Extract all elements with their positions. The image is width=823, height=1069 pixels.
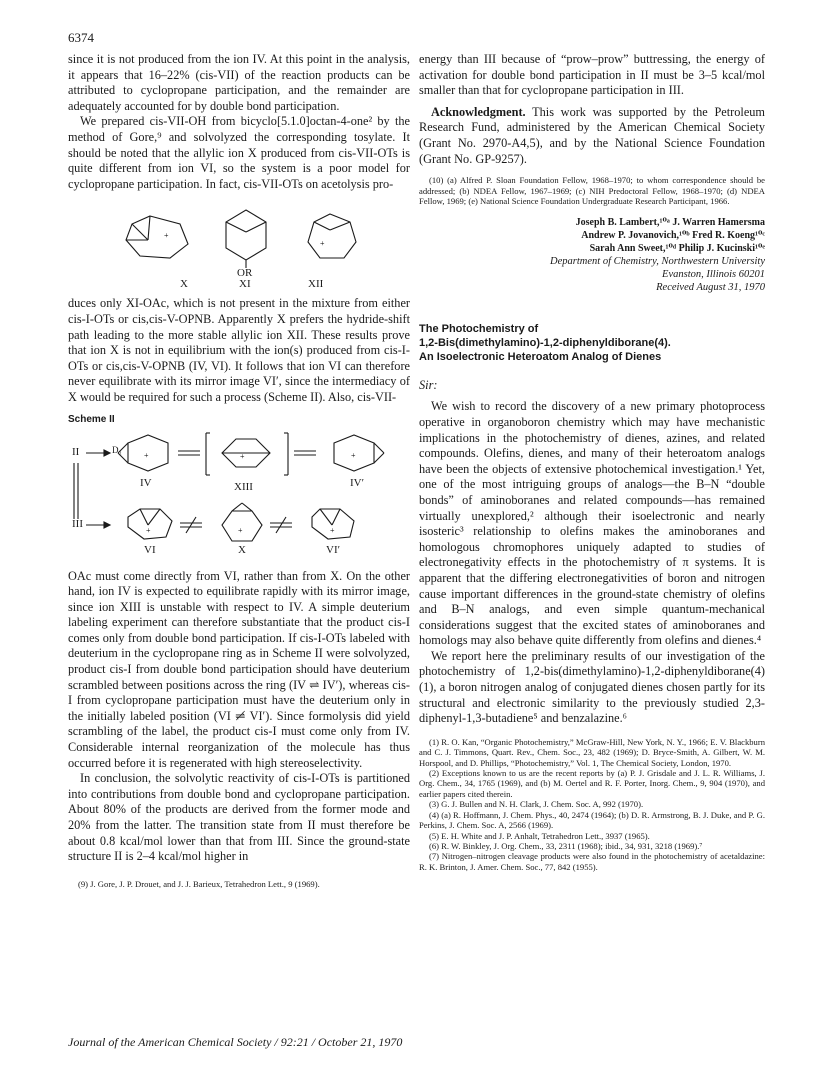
footnote: (4) (a) R. Hoffmann, J. Chem. Phys., 40, 2474 (1964); (b) D. R. Armstrong, B. J. Duke, and P. G. Perkins, J. Chem. Soc. A, 2566 (1969). [419, 809, 765, 831]
scheme-ii-figure [68, 429, 410, 559]
journal-footer: Journal of the American Chemical Society / 92:21 / October 21, 1970 [68, 1035, 403, 1049]
svg-text:+: + [351, 450, 356, 460]
affiliation [419, 255, 765, 294]
acknowledgment-body: This work was supported by the Petroleum Research Fund, administered by the American Chemical Society (Grant No. 2970-A4,5), and by the National Science Foundation (Grant No. GP-9257). [419, 104, 765, 166]
scheme-title: Scheme II [68, 413, 115, 425]
structure-xii [308, 214, 356, 258]
title-line: An Isoelectronic Heteroatom Analog of Dienes [419, 351, 662, 364]
scheme-label-x: X [238, 543, 246, 556]
label-xii: XII [308, 278, 324, 291]
structure-x [126, 216, 188, 258]
svg-text:+: + [240, 451, 245, 461]
authors-line: Andrew P. Jovanovich,¹⁰ᵇ Fred R. Koeng¹⁰ᶜ [581, 230, 765, 242]
acknowledgment [419, 105, 765, 167]
svg-text:+: + [320, 239, 325, 249]
footnote: (9) J. Gore, J. P. Drouet, and J. J. Barieux, Tetrahedron Lett., 9 (1969). [78, 878, 320, 889]
footnote: (7) Nitrogen–nitrogen cleavage products were also found in the photochemistry of acetaldazine: R. K. Brinton, J. Amer. Chem. Soc., 77, 842 (1955). [419, 851, 765, 872]
footnote: (2) Exceptions known to us are the recent reports by (a) P. J. Grisdale and J. L. R. Williams, J. Org. Chem., 34, 1765 (1969), and (b) M. Oertel and R. F. Porter, Inorg. Chem., 9, 904 (1970), and earlier papers cited therein. [419, 768, 765, 799]
scheme-label-vi: VI [144, 543, 156, 556]
article-title [419, 322, 765, 364]
left-column [68, 52, 410, 889]
authors-line: Sarah Ann Sweet,¹⁰ᵈ Philip J. Kucinski¹⁰ᵉ [589, 243, 765, 255]
received-date: Received August 31, 1970 [656, 282, 765, 294]
paragraph: OAc must come directly from VI, rather than from X. On the other hand, ion IV is expected to equilibrate rapidly with its mirror image, since ion XIII is unstable with respect to IV. A simple deuterium labeling experiment can therefore substantiate that the product cis-I comes only from double bond participation. If cis-I-OTs labeled with deuterium in the cyclopropane ring as in Scheme II were solvolyzed, product cis-I from double bond participation should have deuterium scrambled between positions across the ring (IV ⇌ IV′), whereas cis-I from cyclopropane participation must have the deuterium only in the initially labeled position (VI ⇌̸ VI′). Since formolysis did yield scrambling of the label, the product cis-I must come only from IV. Considerable internal reorganization of the molecule has thus occurred before it is regenerated with high stereoselectivity. [68, 568, 410, 770]
affiliation-line: Department of Chemistry, Northwestern University [550, 256, 765, 268]
svg-text:+: + [238, 525, 243, 535]
paragraph: In conclusion, the solvolytic reactivity of cis-I-OTs is partitioned into contributions from double bond and cyclopropane participation. About 80% of the products are derived from the former mode and 20% from the latter. The transition state from II must therefore be about 0.8 kcal/mol lower than that from III. Since the ground-state structure II is 2–4 kcal/mol higher in [68, 771, 410, 864]
paragraph: energy than III because of “prow–prow” buttressing, the energy of activation for double bond participation in II must be 3–5 kcal/mol smaller than that for cyclopropane participation in III. [419, 52, 765, 98]
label-or: OR [237, 267, 253, 280]
footnote: (6) R. W. Binkley, J. Org. Chem., 33, 2311 (1968); ibid., 34, 931, 3218 (1969).⁷ [429, 840, 703, 851]
title-line: 1,2-Bis(dimethylamino)-1,2-diphenyldiborane(4). [419, 337, 671, 350]
scheme-label-iv: IV [140, 476, 152, 489]
title-line: The Photochemistry of [419, 323, 539, 336]
page-number: 6374 [68, 30, 94, 45]
salutation: Sir: [419, 378, 438, 393]
svg-text:+: + [144, 450, 149, 460]
svg-text:+: + [146, 525, 151, 535]
paragraph: We wish to record the discovery of a new primary photoprocess operative in organoboron chemistry which may have mechanistic implications in the photochemistry of dienes, azines, and related compounds. Olefins, dienes, and many of their heteroatom analogs have been the objects of extensive photochemical investigation.¹ Yet, one of the most intriguing groups of analogs—the B–N “double bonds” of aminoboranes and related compounds—has remained virtually unexplored,² although their isoelectronic and nearly isosteric³ relationship to olefins makes the aminoboranes and homologous chromophores uniquely adapted to studies of electronegativity effects in the photochemistry of π systems. It is apparent that the differing electronegativities of boron and nitrogen cause important differences in the ground-state chemistry of olefins and B–N analogs, and even simple quantum-mechanical considerations suggest that the excited states of aminoboranes and homologs may also behave quite differently from olefins and dienes.⁴ [419, 399, 765, 648]
structures-figure [68, 206, 410, 290]
footnote: (10) (a) Alfred P. Sloan Foundation Fellow, 1968–1970; to whom correspondence should be addressed; (b) NDEA Fellow, 1967–1969; (c) NIH Predoctoral Fellow, 1968–1970; (d) NDEA Fellow, 1969; (e) National Science Foundation Undergraduate Research Participant, 1966. [419, 175, 765, 206]
scheme-label-vi-prime: VI′ [326, 543, 341, 556]
footnote: (1) R. O. Kan, “Organic Photochemistry,” McGraw-Hill, New York, N. Y., 1966; E. V. Blackburn and C. J. Timmons, Quart. Rev., Chem. Soc., 23, 482 (1969); D. Bryce-Smith, A. Gilbert, W. M. Horspool, and D. Phillips, “Photochemistry,” Vol. 1, The Chemical Society, London, 1970. [419, 736, 765, 768]
acknowledgment-heading: Acknowledgment. [431, 104, 526, 119]
svg-text:+: + [330, 525, 335, 535]
paragraph: since it is not produced from the ion IV. At this point in the analysis, it appears that 16–22% (cis-VII) of the reaction products can be attributed to cyclopropane participation, and the remainder are adequately accounted for by double bond participation. [68, 52, 410, 113]
footnotes [419, 737, 765, 872]
author-block [419, 216, 765, 255]
scheme-label-iii: III [72, 517, 83, 530]
affiliation-line: Evanston, Illinois 60201 [662, 269, 765, 281]
label-xi: XI [239, 278, 251, 291]
footnote: (3) G. J. Bullen and N. H. Clark, J. Chem. Soc. A, 992 (1970). [429, 799, 644, 810]
right-column [419, 52, 765, 872]
scheme-label-d2: D₂ [112, 444, 122, 455]
svg-text:+: + [164, 231, 169, 241]
scheme-label-iv-prime: IV′ [350, 476, 365, 489]
paragraph: We prepared cis-VII-OH from bicyclo[5.1.0]octan-4-one² by the method of Gore,⁹ and solvolyzed the corresponding tosylate. It should be noted that the allylic ion X produced from cis-VII-OTs is quite different from ion VI, so the system is a poor model for cyclopropane participation. In fact, cis-VII-OTs on acetolysis pro- [68, 114, 410, 191]
label-x: X [180, 278, 188, 291]
authors-line: Joseph B. Lambert,¹⁰ᵃ J. Warren Hamersma [575, 217, 765, 229]
paragraph: We report here the preliminary results of our investigation of the photochemistry of 1,2-bis(dimethylamino)-1,2-diphenyldiborane(4) (1), a boron nitrogen analog of conjugated dienes chosen partly for its structural and electronic similarity to the previously studied 2,3-diphenyl-1,3-butadiene⁵ and benzalazine.⁶ [419, 648, 765, 726]
paragraph: duces only XI-OAc, which is not present in the mixture from either cis-I-OTs or cis,cis-V-OPNB. Apparently X prefers the hydride-shift path leading to the more stable allylic ion XII. These results prove that ion X is not in equilibrium with the ion(s) produced from cis-I-OTs or cis,cis-V-OPNB (IV, VI). It follows that ion VI can therefore never equilibrate with its mirror image VI′, since the intermediacy of X would be required for such a process (Scheme II). Also, cis-VII- [68, 296, 410, 404]
scheme-label-xiii: XIII [234, 480, 253, 493]
structure-xi [226, 210, 266, 260]
footnote: (5) E. H. White and J. P. Anhalt, Tetrahedron Lett., 3937 (1965). [429, 830, 650, 841]
scheme-label-ii: II [72, 445, 80, 458]
